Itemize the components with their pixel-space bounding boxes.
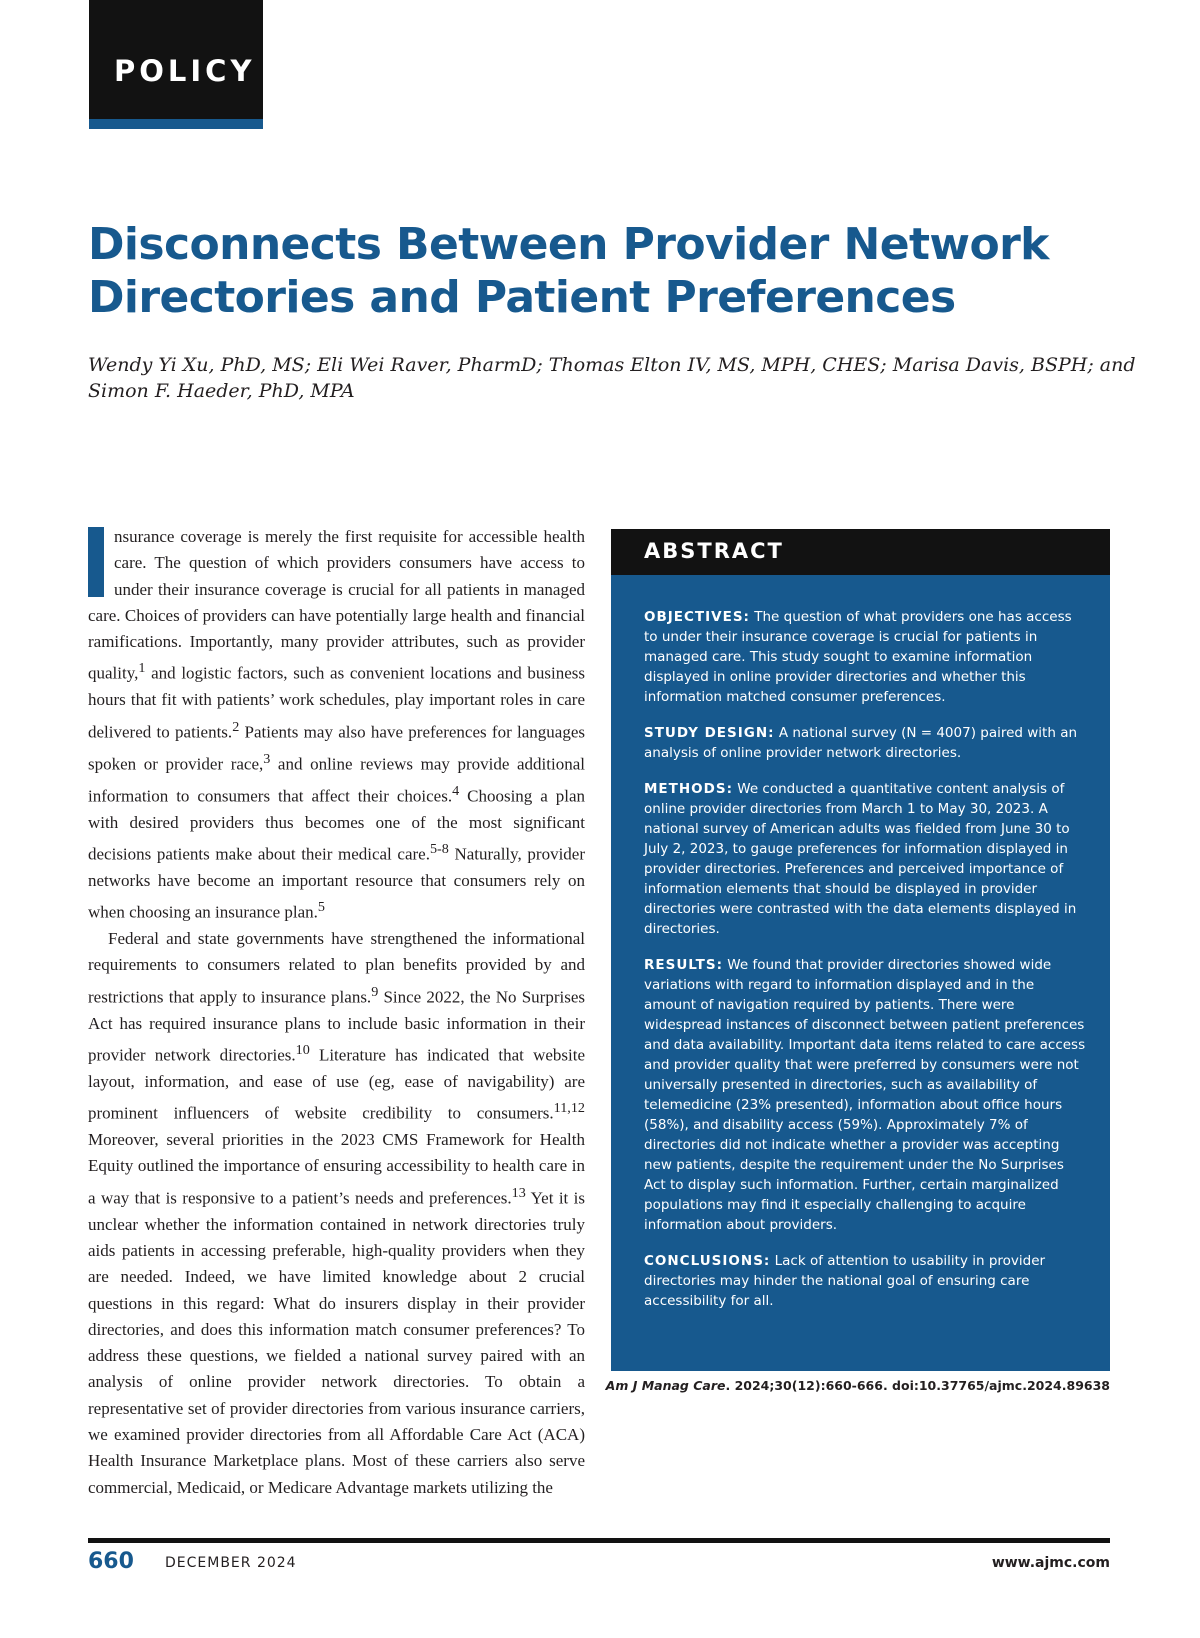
- reference-marker: 5-8: [429, 840, 449, 857]
- abstract-label: CONCLUSIONS:: [644, 1253, 771, 1269]
- body-paragraph-2: Federal and state governments have strengthened the informational requirements to consumers related to plan benefits provided by and restrictions that apply to insurance plans.$^9$ Since 2022, the No Surprises Act has required insurance plans to include basic information in their provider network directories.$^{10}$ Literature has indicated that website layout, information, and ease of use (eg, ease of navigability) are prominent influencers of website credibility to consumers.$^{11,12}$ Moreover, several priorities in the 2023 CMS Framework for Health Equity outlined the importance of ensuring accessibility to health care in a way that is responsive to a patient’s needs and preferences.$^{13}$ Yet it is unclear whether the information contained in network directories truly aids patients in accessing preferable, high-quality providers when they are needed. Indeed, we have limited knowledge about 2 crucial questions in this regard: What do insurers display in their provider directories, and does this information match consumer preferences? To address these questions, we fielded a national survey paired with an analysis of online provider network directories. To obtain a representative set of provider directories from various insurance carriers, we examined provider directories from all Affordable Care Act (ACA) Health Insurance Marketplace plans. Most of these carriers also serve commercial, Medicaid, or Medicare Advantage markets utilizing the: [88, 929, 586, 1497]
- abstract-box: [611, 529, 1110, 1371]
- reference-marker: 11,12: [553, 1100, 585, 1117]
- reference-marker: 4: [452, 782, 460, 799]
- abstract-label: METHODS:: [644, 781, 733, 797]
- citation: [606, 1378, 1110, 1393]
- article-title: Disconnects Between Provider Network Directories and Patient Preferences: [88, 219, 1049, 323]
- footer-rule: [88, 1538, 1110, 1543]
- reference-marker: 3: [263, 750, 271, 767]
- citation-details: . 2024;30(12):660-666. doi:10.37765/ajmc.2024.89638: [725, 1378, 1110, 1393]
- section-tag: [89, 0, 263, 119]
- section-tag-accent-bar: [89, 119, 263, 129]
- abstract-heading: ABSTRACT: [644, 539, 784, 563]
- reference-marker: 9: [371, 983, 379, 1000]
- abstract-conclusions: CONCLUSIONS: Lack of attention to usability in provider directories may hinder the national goal of ensuring care accessibility for all.: [644, 1253, 1046, 1309]
- abstract-label: OBJECTIVES:: [644, 609, 750, 625]
- abstract-objectives: OBJECTIVES: The question of what providers one has access to under their insurance coverage is crucial for patients in managed care. This study sought to examine information displayed in online provider directories and whether this information matched consumer preferences.: [644, 609, 1072, 705]
- issue-date: DECEMBER 2024: [165, 1555, 297, 1571]
- reference-marker: 13: [511, 1184, 526, 1201]
- author-list: Wendy Yi Xu, PhD, MS; Eli Wei Raver, PharmD; Thomas Elton IV, MS, MPH, CHES; Marisa Davis, BSPH; and Simon F. Haeder, PhD, MPA: [88, 354, 1136, 402]
- body-paragraph-1: nsurance coverage is merely the first requisite for accessible health care. The question of which providers consumers have access to under their insurance coverage is crucial for all patients in managed care. Choices of providers can have potentially large health and financial ramifications. Importantly, many provider attributes, such as provider quality,$^1$ and logistic factors, such as convenient locations and business hours that fit with patients’ work schedules, play important roles in care delivered to patients.$^2$ Patients may also have preferences for languages spoken or provider race,$^3$ and online reviews may provide additional information to consumers that affect their choices.$^4$ Choosing a plan with desired providers thus becomes one of the most significant decisions patients make about their medical care.$^{5-8}$ Naturally, provider networks have become an important resource that consumers rely on when choosing an insurance plan.$^5$: [88, 527, 586, 922]
- reference-marker: 2: [232, 718, 240, 735]
- abstract-label: RESULTS:: [644, 957, 724, 973]
- journal-url[interactable]: www.ajmc.com: [991, 1555, 1110, 1571]
- reference-marker: 5: [317, 899, 325, 916]
- drop-cap-bar: [88, 527, 104, 597]
- abstract-methods: METHODS: We conducted a quantitative content analysis of online provider directories from March 1 to May 30, 2023. A national survey of American adults was fielded from June 30 to July 2, 2023, to gauge preferences for information displayed in provider directories. Preferences and perceived importance of information elements that should be displayed in provider directories were contrasted with the data elements displayed in directories.: [644, 781, 1077, 937]
- citation-journal: Am J Manag Care: [605, 1378, 726, 1393]
- abstract-label: STUDY DESIGN:: [644, 725, 775, 741]
- section-label: POLICY: [114, 54, 256, 88]
- page-number: 660: [88, 1549, 134, 1574]
- reference-marker: 1: [138, 660, 146, 677]
- abstract-results: RESULTS: We found that provider directories showed wide variations with regard to information displayed and in the amount of navigation required by patients. There were widespread instances of disconnect between patient preferences and data availability. Important data items related to care access and provider quality that were preferred by consumers were not universally presented in directories, such as availability of telemedicine (23% presented), information about office hours (58%), and disability access (59%). Approximately 7% of directories did not indicate whether a provider was accepting new patients, despite the requirement under the No Surprises Act to display such information. Further, certain marginalized populations may find it especially challenging to acquire information about providers.: [644, 957, 1086, 1233]
- abstract-study-design: STUDY DESIGN: A national survey (N = 4007) paired with an analysis of online provider network directories.: [644, 725, 1078, 761]
- body-text-column: [88, 524, 585, 1501]
- abstract-body: [644, 607, 1086, 1327]
- abstract-header: [611, 529, 1110, 575]
- reference-marker: 10: [295, 1041, 310, 1058]
